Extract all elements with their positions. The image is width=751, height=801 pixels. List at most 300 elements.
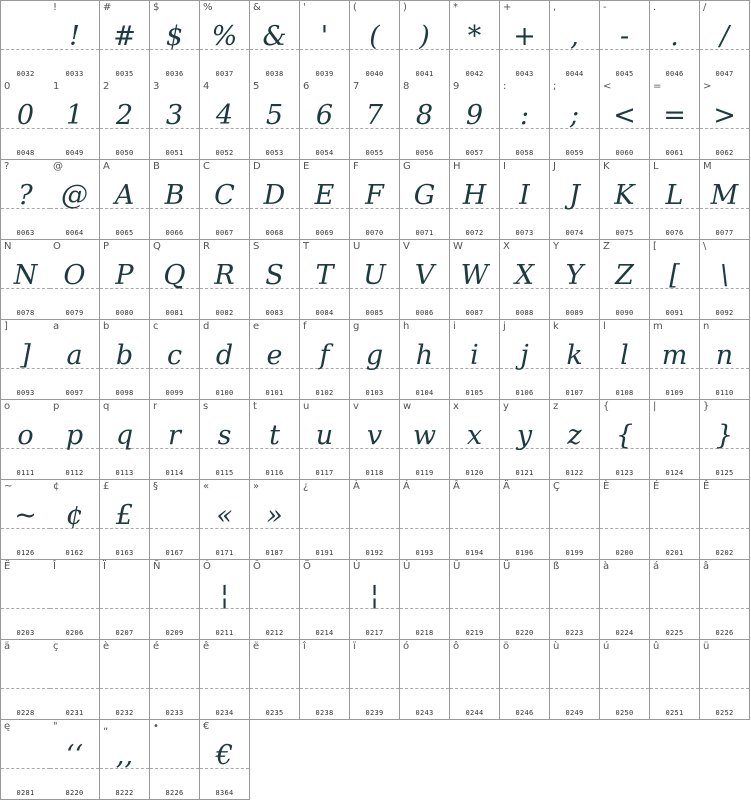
character-code: 0281 xyxy=(16,789,35,797)
character-code: 0079 xyxy=(65,309,84,317)
character-code: 0050 xyxy=(115,149,134,157)
glyph-cell xyxy=(100,80,150,160)
reference-character: B xyxy=(153,161,160,172)
character-code: 0200 xyxy=(615,549,634,557)
character-code: 0194 xyxy=(465,549,484,557)
glyph-cell xyxy=(600,640,650,720)
glyph-cell xyxy=(250,560,300,640)
glyph-cell xyxy=(150,160,200,240)
reference-character: 0 xyxy=(4,81,11,92)
character-code: 0073 xyxy=(515,229,534,237)
font-glyph: M xyxy=(710,180,739,211)
character-code: 8226 xyxy=(165,789,184,797)
reference-character: ç xyxy=(53,641,59,652)
font-glyph: 0 xyxy=(16,100,35,131)
character-code: 0053 xyxy=(265,149,284,157)
glyph-cell xyxy=(650,160,700,240)
font-glyph xyxy=(600,574,649,618)
font-glyph: @ xyxy=(61,180,88,211)
font-glyph xyxy=(300,574,349,618)
character-code: 0196 xyxy=(515,549,534,557)
reference-character: W xyxy=(453,241,463,252)
glyph-cell xyxy=(150,640,200,720)
reference-character: C xyxy=(203,161,210,172)
font-glyph: $ xyxy=(165,21,184,52)
reference-character: F xyxy=(353,161,359,172)
font-glyph: h xyxy=(415,340,434,371)
font-glyph: U xyxy=(363,260,386,291)
character-code: 0070 xyxy=(365,229,384,237)
reference-character: € xyxy=(203,721,210,732)
reference-character: R xyxy=(203,241,210,252)
font-glyph: « xyxy=(216,500,233,531)
font-glyph xyxy=(550,654,599,698)
font-glyph xyxy=(650,494,699,538)
font-glyph: » xyxy=(266,500,283,531)
reference-character: v xyxy=(353,401,359,412)
character-code: 0087 xyxy=(465,309,484,317)
glyph-cell xyxy=(350,480,400,560)
reference-character: [ xyxy=(653,241,657,252)
glyph-cell xyxy=(700,400,750,480)
font-glyph xyxy=(600,494,649,538)
character-code: 0117 xyxy=(315,469,334,477)
character-code: 0108 xyxy=(615,389,634,397)
character-code: 0217 xyxy=(365,629,384,637)
reference-character: P xyxy=(103,241,110,252)
glyph-cell xyxy=(150,320,200,400)
character-code: 0035 xyxy=(115,70,134,78)
reference-character: À xyxy=(353,481,360,492)
character-code: 0045 xyxy=(615,70,634,78)
reference-character: f xyxy=(303,321,307,332)
font-glyph: , xyxy=(570,21,579,52)
reference-character: / xyxy=(703,2,707,13)
font-glyph: & xyxy=(262,21,287,52)
glyph-cell xyxy=(50,320,100,400)
glyph-cell xyxy=(600,400,650,480)
reference-character: £ xyxy=(103,481,110,492)
font-glyph xyxy=(50,654,99,698)
glyph-cell xyxy=(700,160,750,240)
font-glyph: g xyxy=(365,340,384,371)
reference-character: Ú xyxy=(403,561,411,572)
glyph-cell xyxy=(500,80,550,160)
character-code: 0244 xyxy=(465,709,484,717)
font-glyph xyxy=(700,574,749,618)
character-code: 0209 xyxy=(165,629,184,637)
glyph-cell xyxy=(450,480,500,560)
character-code: 0201 xyxy=(665,549,684,557)
glyph-cell xyxy=(0,560,51,640)
font-glyph: # xyxy=(113,21,136,52)
glyph-cell xyxy=(500,160,550,240)
character-code: 0048 xyxy=(16,149,35,157)
reference-character: | xyxy=(653,401,657,412)
glyph-cell xyxy=(350,0,400,81)
glyph-cell xyxy=(500,240,550,320)
reference-character: : xyxy=(503,81,507,92)
font-glyph xyxy=(300,494,349,538)
font-glyph: C xyxy=(214,180,235,211)
character-code: 0072 xyxy=(465,229,484,237)
font-glyph: p xyxy=(65,420,84,451)
glyph-cell xyxy=(450,240,500,320)
reference-character: « xyxy=(203,481,210,492)
glyph-cell xyxy=(300,400,350,480)
font-glyph xyxy=(700,654,749,698)
glyph-cell xyxy=(350,320,400,400)
reference-character: Ç xyxy=(553,481,560,492)
font-glyph xyxy=(150,734,199,778)
glyph-cell xyxy=(650,0,700,81)
glyph-cell xyxy=(0,0,51,81)
glyph-cell xyxy=(500,640,550,720)
reference-character: ę xyxy=(4,721,11,732)
reference-character: § xyxy=(153,481,158,492)
glyph-cell xyxy=(350,240,400,320)
glyph-cell xyxy=(150,720,200,800)
reference-character: ~ xyxy=(4,481,13,492)
character-code: 0077 xyxy=(715,229,734,237)
font-glyph xyxy=(550,574,599,618)
glyph-cell xyxy=(200,240,250,320)
glyph-cell xyxy=(50,640,100,720)
character-code: 0238 xyxy=(315,709,334,717)
character-code: 0058 xyxy=(515,149,534,157)
glyph-cell xyxy=(550,320,600,400)
character-code: 0068 xyxy=(265,229,284,237)
character-code: 0098 xyxy=(115,389,134,397)
character-code: 0042 xyxy=(465,70,484,78)
character-code: 0250 xyxy=(615,709,634,717)
glyph-cell xyxy=(200,640,250,720)
character-code: 0105 xyxy=(465,389,484,397)
glyph-cell xyxy=(100,560,150,640)
reference-character: , xyxy=(553,2,557,13)
reference-character: Ë xyxy=(4,561,11,572)
character-code: 0113 xyxy=(115,469,134,477)
reference-character: ! xyxy=(53,2,58,13)
character-code: 8222 xyxy=(115,789,134,797)
glyph-cell xyxy=(50,240,100,320)
reference-character: x xyxy=(453,401,459,412)
glyph-cell xyxy=(150,0,200,81)
character-code: 0214 xyxy=(315,629,334,637)
glyph-cell xyxy=(500,320,550,400)
character-code: 0092 xyxy=(715,309,734,317)
glyph-cell xyxy=(0,240,51,320)
glyph-cell xyxy=(450,400,500,480)
reference-character: ä xyxy=(4,641,11,652)
glyph-cell xyxy=(250,160,300,240)
character-code: 0203 xyxy=(16,629,35,637)
character-code: 0228 xyxy=(16,709,35,717)
character-code: 8364 xyxy=(215,789,234,797)
character-code: 0223 xyxy=(565,629,584,637)
font-glyph: . xyxy=(670,21,679,52)
reference-character: 7 xyxy=(353,81,360,92)
character-code: 0167 xyxy=(165,549,184,557)
character-code: 8220 xyxy=(65,789,84,797)
reference-character: û xyxy=(653,641,660,652)
font-glyph xyxy=(400,494,449,538)
character-code: 0069 xyxy=(315,229,334,237)
glyph-cell xyxy=(450,160,500,240)
character-code: 0249 xyxy=(565,709,584,717)
font-glyph: ‘‘ xyxy=(65,740,84,771)
character-code: 0091 xyxy=(665,309,684,317)
glyph-cell xyxy=(0,80,51,160)
font-glyph: ; xyxy=(569,100,580,131)
glyph-cell xyxy=(450,80,500,160)
glyph-cell xyxy=(200,80,250,160)
character-code: 0193 xyxy=(415,549,434,557)
character-code: 0110 xyxy=(715,389,734,397)
character-code: 0119 xyxy=(415,469,434,477)
font-glyph: \ xyxy=(719,260,730,291)
glyph-cell xyxy=(0,320,51,400)
glyph-cell xyxy=(600,480,650,560)
font-glyph: e xyxy=(266,340,283,371)
glyph-cell xyxy=(450,640,500,720)
glyph-cell xyxy=(50,160,100,240)
glyph-cell xyxy=(700,480,750,560)
character-code: 0082 xyxy=(215,309,234,317)
font-glyph: [ xyxy=(669,260,680,291)
character-code: 0065 xyxy=(115,229,134,237)
glyph-cell xyxy=(400,480,450,560)
character-code: 0060 xyxy=(615,149,634,157)
font-glyph: B xyxy=(164,180,185,211)
font-glyph: l xyxy=(620,340,629,371)
reference-character: ï xyxy=(353,641,356,652)
reference-character: w xyxy=(403,401,412,412)
font-glyph: ~ xyxy=(14,500,37,531)
font-glyph: j xyxy=(520,340,529,371)
glyph-cell xyxy=(250,480,300,560)
glyph-cell xyxy=(0,640,51,720)
reference-character: 1 xyxy=(53,81,60,92)
glyph-cell xyxy=(400,640,450,720)
glyph-cell xyxy=(50,80,100,160)
character-code: 0107 xyxy=(565,389,584,397)
glyph-cell xyxy=(300,240,350,320)
reference-character: 6 xyxy=(303,81,310,92)
character-code: 0063 xyxy=(16,229,35,237)
glyph-cell xyxy=(600,320,650,400)
glyph-cell xyxy=(700,240,750,320)
character-code: 0224 xyxy=(615,629,634,637)
reference-character: @ xyxy=(53,161,63,172)
font-glyph: z xyxy=(567,420,582,451)
character-code: 0099 xyxy=(165,389,184,397)
reference-character: D xyxy=(253,161,261,172)
character-code: 0081 xyxy=(165,309,184,317)
font-glyph: * xyxy=(467,21,482,52)
character-code: 0125 xyxy=(715,469,734,477)
character-code: 0074 xyxy=(565,229,584,237)
character-code: 0206 xyxy=(65,629,84,637)
reference-character: Q xyxy=(153,241,161,252)
glyph-cell xyxy=(400,560,450,640)
glyph-cell xyxy=(50,560,100,640)
glyph-cell xyxy=(550,160,600,240)
character-code: 0231 xyxy=(65,709,84,717)
reference-character: E xyxy=(303,161,310,172)
font-glyph: ,, xyxy=(115,740,134,771)
font-glyph: P xyxy=(115,260,134,291)
reference-character: J xyxy=(553,161,556,172)
reference-character: & xyxy=(253,2,261,13)
glyph-cell xyxy=(50,720,100,800)
glyph-cell xyxy=(600,0,650,81)
reference-character: á xyxy=(653,561,660,572)
font-glyph: ¦ xyxy=(369,580,380,611)
font-glyph: T xyxy=(315,260,334,291)
glyph-cell xyxy=(600,560,650,640)
font-glyph xyxy=(250,574,299,618)
character-code: 0123 xyxy=(615,469,634,477)
glyph-cell xyxy=(300,0,350,81)
reference-character: Î xyxy=(53,561,56,572)
glyph-cell xyxy=(650,640,700,720)
reference-character: p xyxy=(53,401,60,412)
character-code: 0088 xyxy=(515,309,534,317)
character-code: 0043 xyxy=(515,70,534,78)
reference-character: d xyxy=(203,321,210,332)
glyph-cell xyxy=(700,0,750,81)
glyph-cell xyxy=(700,560,750,640)
glyph-cell xyxy=(200,160,250,240)
font-glyph: X xyxy=(514,260,535,291)
character-code: 0100 xyxy=(215,389,234,397)
character-code: 0052 xyxy=(215,149,234,157)
font-glyph: 1 xyxy=(65,100,84,131)
font-glyph xyxy=(400,654,449,698)
font-glyph xyxy=(1,654,50,698)
reference-character: { xyxy=(603,401,610,412)
reference-character: U xyxy=(353,241,361,252)
character-code: 0115 xyxy=(215,469,234,477)
character-code: 0212 xyxy=(265,629,284,637)
character-code: 0086 xyxy=(415,309,434,317)
font-glyph: G xyxy=(413,180,436,211)
reference-character: Ô xyxy=(253,561,261,572)
reference-character: q xyxy=(103,401,110,412)
font-glyph xyxy=(500,574,549,618)
font-glyph: y xyxy=(516,420,533,451)
font-glyph: ? xyxy=(18,180,33,211)
glyph-cell xyxy=(200,560,250,640)
font-glyph: S xyxy=(265,260,284,291)
reference-character: I xyxy=(503,161,506,172)
glyph-cell xyxy=(150,240,200,320)
font-glyph xyxy=(50,574,99,618)
font-glyph: € xyxy=(215,740,234,771)
reference-character: é xyxy=(153,641,160,652)
font-glyph: A xyxy=(114,180,135,211)
glyph-cell xyxy=(350,640,400,720)
font-glyph: 8 xyxy=(415,100,434,131)
font-glyph: - xyxy=(619,21,630,52)
reference-character: ô xyxy=(453,641,460,652)
reference-character: t xyxy=(253,401,257,412)
glyph-cell xyxy=(100,400,150,480)
character-code: 0078 xyxy=(16,309,35,317)
glyph-cell xyxy=(700,320,750,400)
reference-character: ¢ xyxy=(53,481,60,492)
reference-character: ú xyxy=(603,641,610,652)
font-glyph: k xyxy=(566,340,583,371)
font-glyph xyxy=(150,574,199,618)
font-glyph xyxy=(200,654,249,698)
glyph-cell xyxy=(50,400,100,480)
character-code: 0163 xyxy=(115,549,134,557)
glyph-cell xyxy=(600,160,650,240)
character-code: 0207 xyxy=(115,629,134,637)
glyph-cell xyxy=(550,0,600,81)
font-glyph: x xyxy=(466,420,483,451)
glyph-cell xyxy=(200,0,250,81)
font-glyph xyxy=(650,414,699,458)
character-code: 0171 xyxy=(215,549,234,557)
character-code: 0124 xyxy=(665,469,684,477)
font-glyph: + xyxy=(513,21,536,52)
font-glyph: o xyxy=(17,420,34,451)
reference-character: b xyxy=(103,321,110,332)
font-glyph xyxy=(100,574,149,618)
character-code: 0089 xyxy=(565,309,584,317)
reference-character: 8 xyxy=(403,81,410,92)
reference-character: „ xyxy=(103,721,109,732)
character-code: 0064 xyxy=(65,229,84,237)
glyph-cell xyxy=(100,320,150,400)
reference-character: ; xyxy=(553,81,557,92)
glyph-cell xyxy=(300,160,350,240)
glyph-cell xyxy=(400,320,450,400)
character-code: 0233 xyxy=(165,709,184,717)
reference-character: Ä xyxy=(503,481,510,492)
glyph-cell xyxy=(250,0,300,81)
glyph-cell xyxy=(350,160,400,240)
character-code: 0066 xyxy=(165,229,184,237)
character-code: 0038 xyxy=(265,70,284,78)
font-glyph: 2 xyxy=(115,100,134,131)
reference-character: ( xyxy=(353,2,357,13)
character-code: 0126 xyxy=(16,549,35,557)
glyph-cell xyxy=(650,240,700,320)
glyph-cell xyxy=(650,320,700,400)
glyph-cell xyxy=(200,720,250,800)
font-glyph: s xyxy=(217,420,232,451)
character-code: 0252 xyxy=(715,709,734,717)
font-glyph: 6 xyxy=(315,100,334,131)
font-glyph: w xyxy=(412,420,437,451)
reference-character: » xyxy=(253,481,260,492)
glyph-cell xyxy=(100,160,150,240)
reference-character: a xyxy=(53,321,60,332)
font-glyph: ¢ xyxy=(65,500,84,531)
reference-character: Y xyxy=(553,241,560,252)
font-glyph: Y xyxy=(565,260,584,291)
glyph-cell xyxy=(150,80,200,160)
glyph-cell xyxy=(550,640,600,720)
reference-character: e xyxy=(253,321,260,332)
glyph-cell xyxy=(450,320,500,400)
glyph-cell xyxy=(300,560,350,640)
font-glyph: b xyxy=(115,340,134,371)
